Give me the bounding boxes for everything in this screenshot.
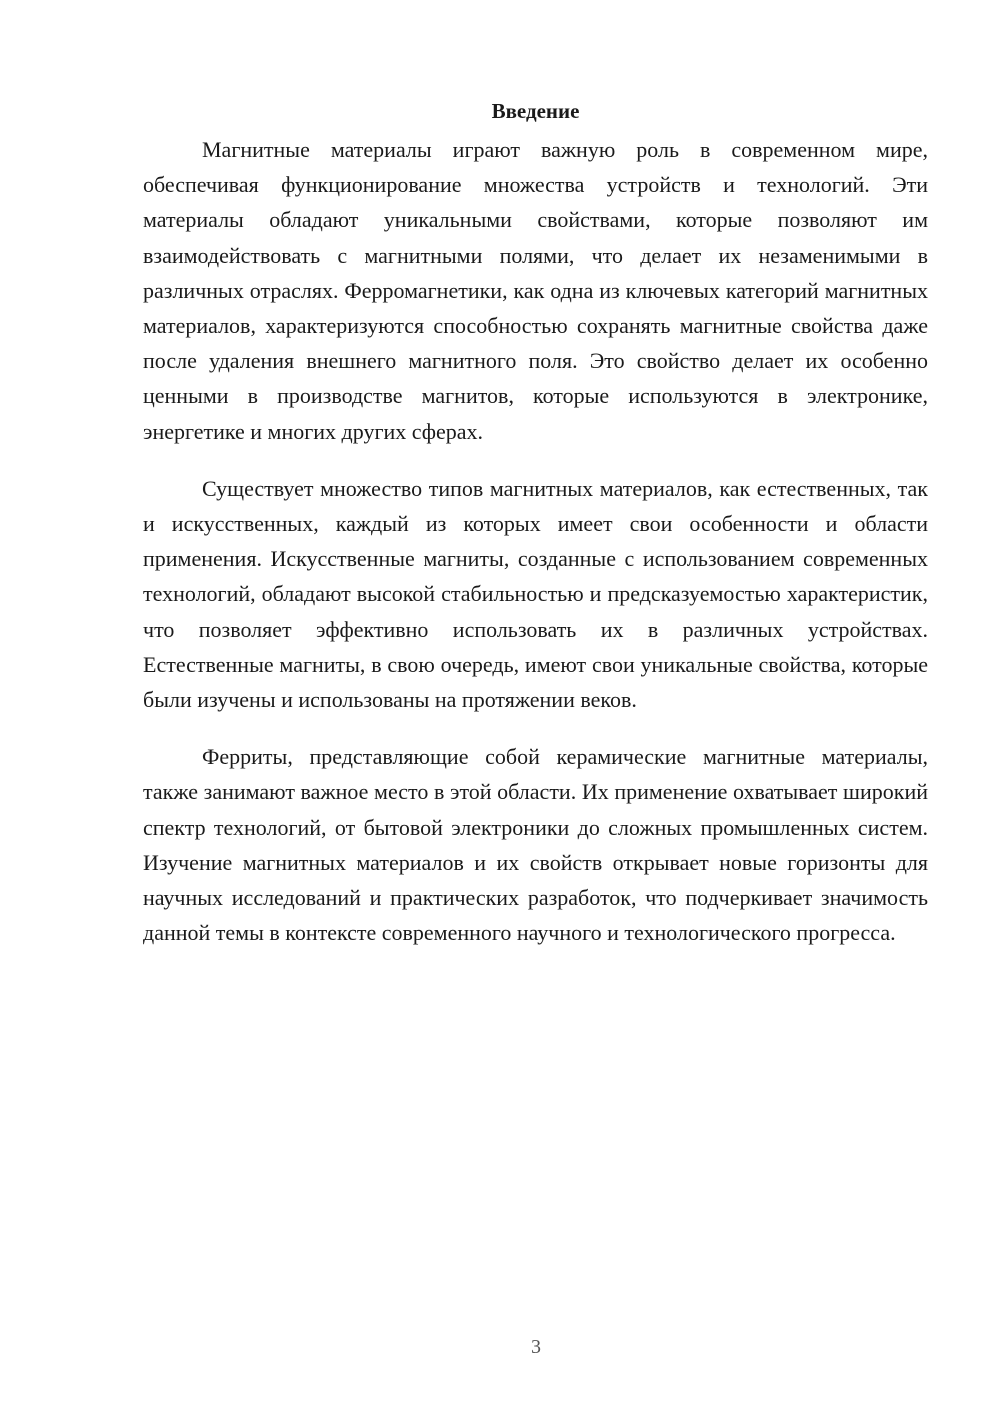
section-heading: Введение xyxy=(491,99,580,123)
paragraph-1: Магнитные материалы играют важную роль в современном мире, обеспечивая функционирование множества устройств и технологий. Эти материалы обладают уникальными свойствами, которые позволяют им взаимодействовать с магнитными полями, что делает их незаменимыми в различных отраслях. Ферромагнетики, как одна из ключевых категорий магнитных материалов, характеризуются способностью сохранять магнитные свойства даже после удаления внешнего магнитного поля. Это свойство делает их особенно ценными в производстве магнитов, которые используются в электронике, энергетике и многих других сферах. xyxy=(143,137,928,444)
page-number: 3 xyxy=(531,1336,541,1358)
paragraph-3: Ферриты, представляющие собой керамические магнитные материалы, также занимают важное место в этой области. Их применение охватывает широкий спектр технологий, от бытовой электроники до сложных промышленных систем. Изучение магнитных материалов и их свойств открывает новые горизонты для научных исследований и практических разработок, что подчеркивает значимость данной темы в контексте современного научного и технологического прогресса. xyxy=(143,744,928,946)
page-content xyxy=(143,96,928,972)
paragraph-2: Существует множество типов магнитных материалов, как естественных, так и искусственных, каждый из которых имеет свои особенности и области применения. Искусственные магниты, созданные с использованием современных технологий, обладают высокой стабильностью и предсказуемостью характеристик, что позволяет эффективно использовать их в различных устройствах. Естественные магниты, в свою очередь, имеют свои уникальные свойства, которые были изучены и использованы на протяжении веков. xyxy=(143,475,928,713)
